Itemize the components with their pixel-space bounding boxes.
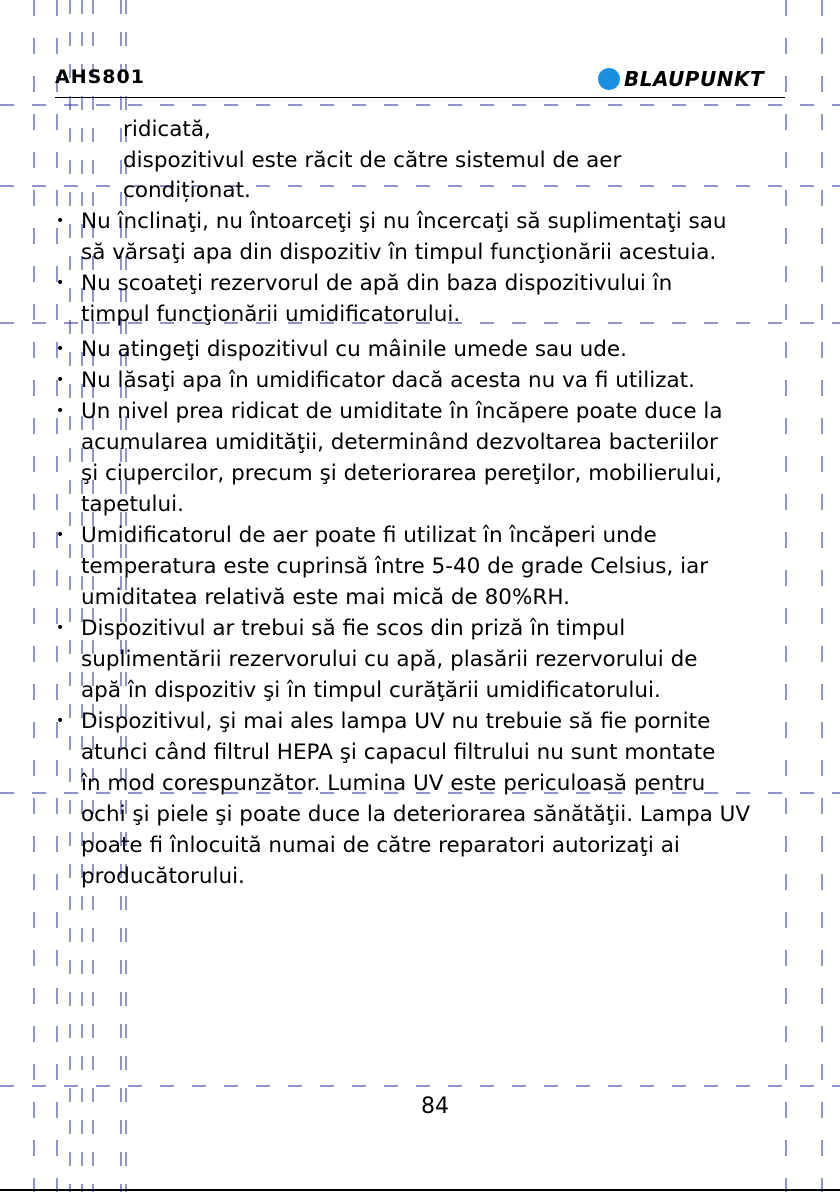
bullet-icon: • — [56, 275, 65, 291]
text-line: dispozitivul este răcit de către sistemul de aer — [123, 148, 622, 173]
model-number: AHS801 — [55, 66, 145, 88]
text-line: timpul funcţionării umidificatorului. — [81, 302, 461, 327]
text-line: apă în dispozitiv şi în timpul curăţării umidificatorului. — [81, 678, 661, 703]
text-line: umiditatea relativă este mai mică de 80%RH. — [81, 585, 570, 610]
text-line: Nu lăsaţi apa în umidificator dacă acesta nu va fi utilizat. — [81, 368, 695, 393]
text-line: în mod corespunzător. Lumina UV este periculoasă pentru — [81, 771, 706, 796]
footer-rule — [0, 1189, 840, 1191]
text-line: Dispozitivul, şi mai ales lampa UV nu trebuie să fie pornite — [81, 709, 711, 734]
bullet-icon: • — [56, 713, 65, 729]
bullet-icon: • — [56, 341, 65, 357]
bullet-icon: • — [56, 213, 65, 229]
brand-dot-icon — [598, 68, 620, 90]
text-line: Nu atingeţi dispozitivul cu mâinile umede sau ude. — [81, 337, 627, 362]
text-line: ochi şi piele şi poate duce la deteriorarea sănătăţii. Lampa UV — [81, 802, 751, 827]
text-line: Un nivel prea ridicat de umiditate în încăpere poate duce la — [81, 399, 723, 424]
text-line: temperatura este cuprinsă între 5-40 de grade Celsius, iar — [81, 554, 709, 579]
page-number: 84 — [421, 1094, 449, 1119]
text-line: poate fi înlocuită numai de către reparatori autorizaţi ai — [81, 833, 680, 858]
text-line: condiționat. — [123, 178, 251, 203]
text-line: producătorului. — [81, 864, 245, 889]
bullet-icon: • — [56, 527, 65, 543]
bullet-icon: • — [56, 372, 65, 388]
text-line: suplimentării rezervorului cu apă, plasării rezervorului de — [81, 647, 698, 672]
text-line: acumularea umidităţii, determinând dezvoltarea bacteriilor — [81, 430, 718, 455]
text-line: şi ciupercilor, precum şi deteriorarea pereţilor, mobilierului, — [81, 461, 722, 486]
brand-name: BLAUPUNKT — [624, 67, 765, 91]
bullet-icon: • — [56, 620, 65, 636]
text-line: Nu scoateţi rezervorul de apă din baza dispozitivului în — [81, 271, 673, 296]
text-line: Nu înclinaţi, nu întoarceţi şi nu încercaţi să suplimentaţi sau — [81, 209, 727, 234]
brand-logo — [598, 66, 764, 92]
text-line: Umidificatorul de aer poate fi utilizat în încăperi unde — [81, 523, 657, 548]
text-line: tapetului. — [81, 492, 184, 517]
bullet-icon: • — [56, 403, 65, 419]
text-line: să vărsaţi apa din dispozitiv în timpul funcţionării acestuia. — [81, 240, 717, 265]
text-line: atunci când filtrul HEPA şi capacul filtrului nu sunt montate — [81, 740, 716, 765]
text-line: Dispozitivul ar trebui să fie scos din priză în timpul — [81, 616, 626, 641]
text-line: ridicată, — [123, 117, 211, 142]
header-rule — [55, 97, 785, 98]
